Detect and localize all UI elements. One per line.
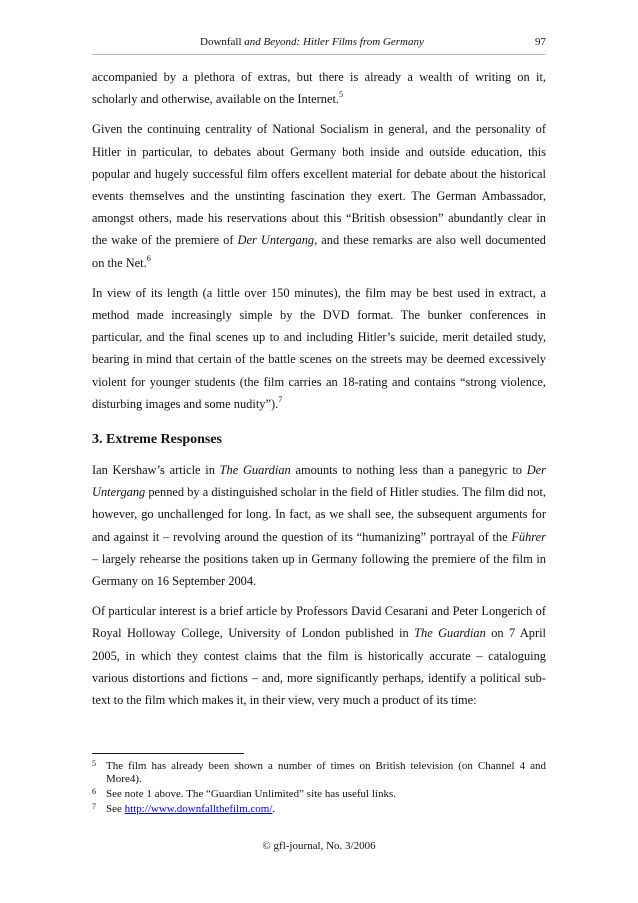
paragraph-4: Ian Kershaw’s article in The Guardian amounts to nothing less than a panegyric to Der Untergang penned by a distinguished scholar in the field of Hitler studies. The film did not, however, go unchallenged for long. In fact, as we shall see, the subsequent arguments for and against it – revolving around the question of its “humanizing” portrayal of the Führer – largely rehearse the positions taken up in Germany following the premiere of the film in Germany on 16 September 2004. [92,463,546,589]
header-divider [92,54,546,55]
footnote-5: 5 The film has already been shown a number of times on British television (on Channel 4 and More4). [92,759,546,785]
page-footer: © gfl-journal, No. 3/2006 [262,840,376,852]
paragraph-3: In view of its length (a little over 150 minutes), the film may be best used in extract, a method made increasingly simple by the DVD format. The bunker conferences in particular, and the final scenes up to and including Hitler’s suicide, merit detailed study, bearing in mind that certain of the battle scenes on the streets may be deemed excessively violent for younger students (the film carries an 18-rating and contains “strong violence, disturbing images and some nudity”).$^7$ [92,285,546,411]
article-body [92,66,546,719]
footnote-divider [92,753,244,754]
footnote-7: 7 See http://www.downfallthefilm.com/. [92,802,276,815]
footnotes [92,760,546,818]
footnote-ref-7[interactable]: 7 [278,394,283,404]
page-number: 97 [535,36,546,48]
section-heading: 3. Extreme Responses [92,432,223,448]
footnote-ref-6[interactable]: 6 [146,253,151,263]
paragraph-5: Of particular interest is a brief article by Professors David Cesarani and Peter Longerich of Royal Holloway College, University of London published in The Guardian on 7 April 2005, in which they contest claims that the film is historically accurate – cataloguing various distortions and fictions – and, more significantly perhaps, identify a political sub-text to the film which makes it, in their view, very much a product of its time: [92,604,546,708]
paragraph-1: accompanied by a plethora of extras, but there is already a wealth of writing on it, scholarly and otherwise, available on the Internet.$^5$ [92,70,546,107]
downfall-film-link[interactable]: http://www.downfallthefilm.com/ [124,803,273,815]
paragraph-2: Given the continuing centrality of National Socialism in general, and the personality of Hitler in particular, to debates about Germany both inside and outside education, this popular and hugely successful film offers excellent material for debate about the historical events themselves and the unstinting fascination they exert. The German Ambassador, amongst others, made his reservations about this “British obsession” abundantly clear in the wake of the premiere of Der Untergang, and these remarks are also well documented on the Net.$^6$ [92,122,546,270]
footnote-6: 6 See note 1 above. The “Guardian Unlimited” site has useful links. [92,787,397,800]
footnote-ref-5[interactable]: 5 [339,90,344,100]
running-title: Downfall and Beyond: Hitler Films from Germany [200,36,424,48]
